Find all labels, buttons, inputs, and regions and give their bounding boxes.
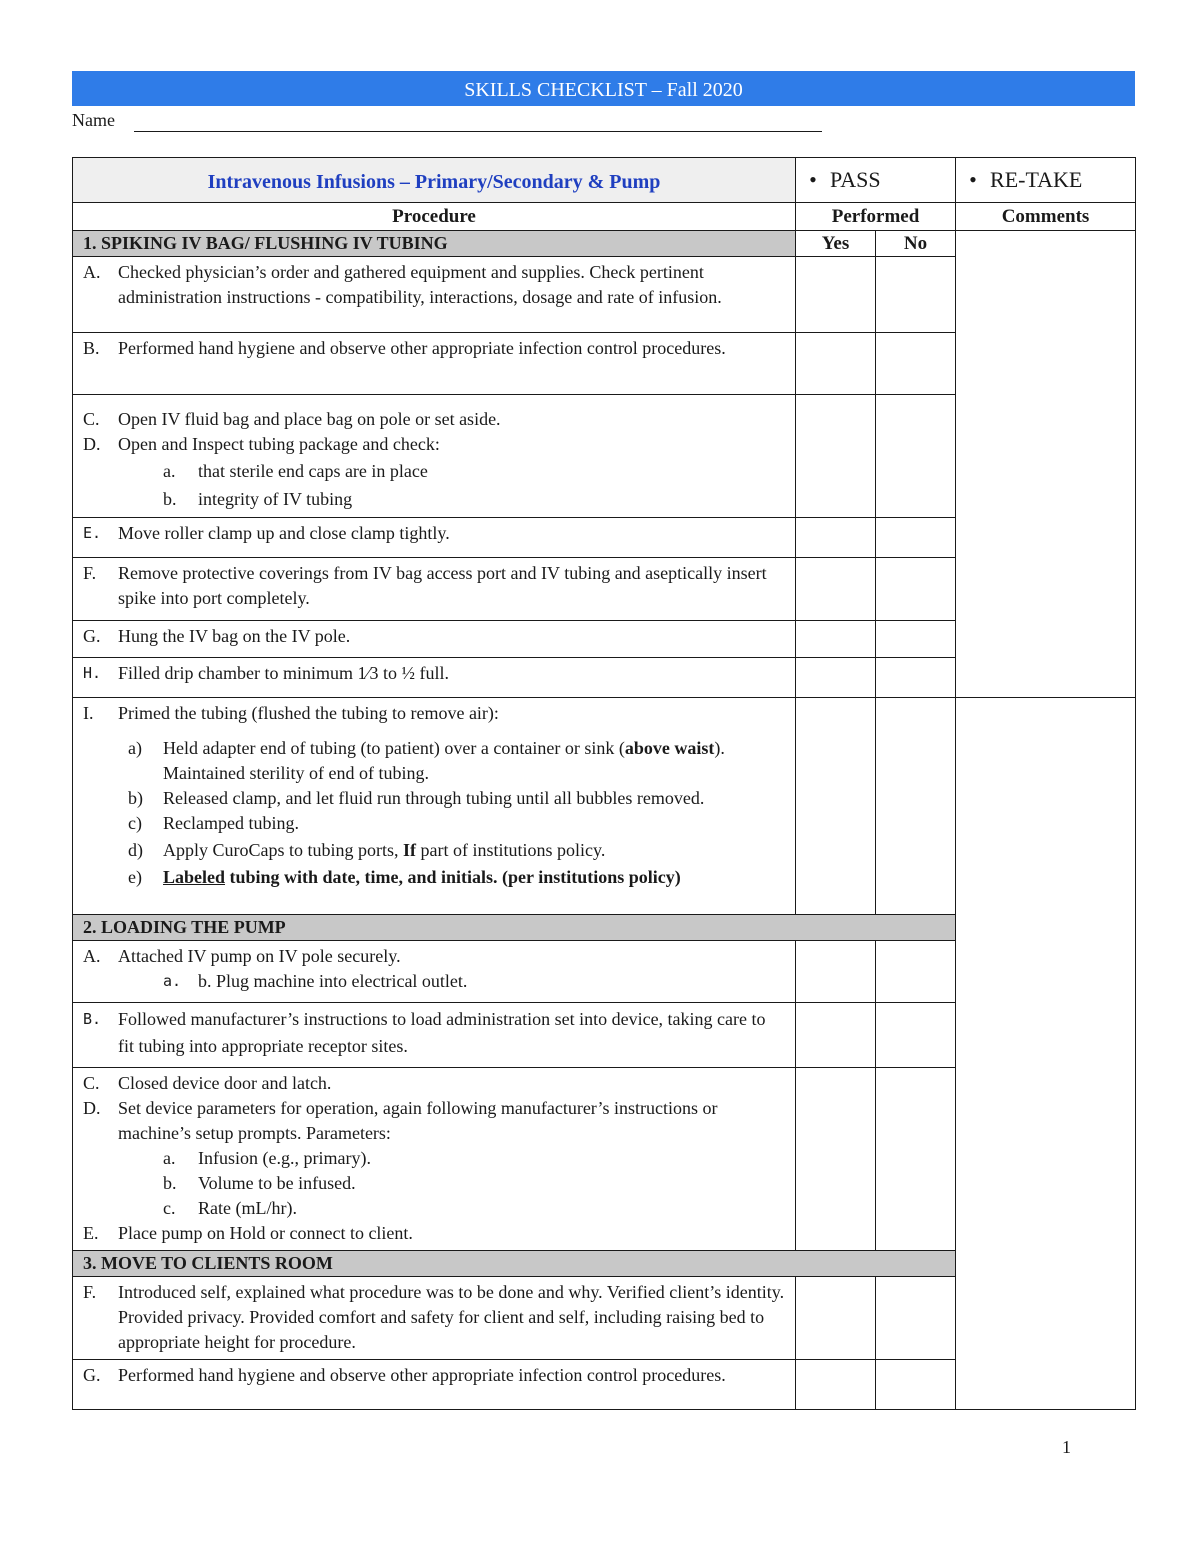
sub-step-label: Apply CuroCaps to tubing ports,: [163, 840, 404, 860]
sub-step-label: Held adapter end of tubing (to patient) over a container or sink (: [163, 738, 625, 758]
yes-checkbox[interactable]: [796, 941, 876, 1003]
yes-checkbox[interactable]: [796, 1360, 876, 1410]
yes-checkbox[interactable]: [796, 518, 876, 558]
sub-step-emphasis: Labeled: [163, 867, 226, 887]
yes-checkbox[interactable]: [796, 1003, 876, 1068]
step-label: Set device parameters for operation, again following manufacturer’s instructions or machine’s setup prompts. Parameters:: [118, 1098, 718, 1143]
section-3-title: 3. MOVE TO CLIENTS ROOM: [73, 1251, 956, 1277]
step-letter: H.: [83, 664, 102, 682]
yes-header: Yes: [796, 231, 876, 257]
no-checkbox[interactable]: [876, 257, 956, 333]
comments-header: Comments: [956, 203, 1136, 231]
skill-title-cell: [73, 158, 796, 203]
step-label: Primed the tubing (flushed the tubing to remove air):: [118, 703, 499, 723]
retake-label: RE-TAKE: [990, 167, 1083, 192]
yes-checkbox[interactable]: [796, 257, 876, 333]
step-label: Attached IV pump on IV pole securely.: [118, 946, 401, 966]
step-letter: B.: [83, 1010, 102, 1028]
step-letter: I.: [83, 703, 94, 723]
sub-step-letter: b.: [163, 1173, 177, 1193]
step-letter: E.: [83, 1223, 99, 1243]
step-letter: A.: [83, 946, 101, 966]
sub-step-letter: d): [128, 840, 143, 860]
no-checkbox[interactable]: [876, 1360, 956, 1410]
step-letter: F.: [83, 563, 97, 583]
step-label: Filled drip chamber to minimum 1⁄3 to ½ full.: [118, 663, 449, 683]
sub-step: [83, 457, 785, 485]
step-text: [83, 1221, 785, 1246]
step-text: [83, 1280, 785, 1355]
step-text: [83, 561, 785, 611]
no-checkbox[interactable]: [876, 1277, 956, 1360]
no-checkbox[interactable]: [876, 1068, 956, 1251]
sub-step-letter: a): [128, 738, 142, 758]
skill-title: Intravenous Infusions – Primary/Secondary & Pump: [207, 170, 661, 193]
step-letter: E.: [83, 524, 102, 542]
name-field[interactable]: [72, 110, 115, 131]
sub-step-label: Volume to be infused.: [198, 1173, 356, 1193]
sub-step-emphasis: tubing with date, time, and initials. (per institutions policy): [225, 867, 681, 887]
no-checkbox[interactable]: [876, 518, 956, 558]
pass-option[interactable]: [796, 158, 956, 203]
procedure-header: Procedure: [73, 203, 796, 231]
step-letter: G.: [83, 626, 101, 646]
sub-step-letter: a.: [163, 972, 182, 990]
yes-checkbox[interactable]: [796, 1068, 876, 1251]
yes-checkbox[interactable]: [796, 395, 876, 518]
step-text: [83, 701, 785, 726]
yes-checkbox[interactable]: [796, 698, 876, 915]
sub-step-letter: a.: [163, 461, 176, 481]
comments-cell[interactable]: [956, 698, 1136, 1410]
skills-checklist-table: [72, 157, 1136, 1410]
sub-step: [83, 811, 785, 836]
name-label: Name: [72, 110, 115, 130]
column-header-row: [73, 203, 1136, 231]
step-text: [83, 1363, 785, 1388]
step-text: [83, 407, 785, 432]
performed-header: Performed: [796, 203, 956, 231]
sub-step-letter: b.: [163, 489, 177, 509]
sub-step: [83, 1171, 785, 1196]
step-text: [83, 624, 785, 649]
sub-step: [83, 736, 785, 786]
sub-step-label: Rate (mL/hr).: [198, 1198, 297, 1218]
step-letter: D.: [83, 434, 101, 454]
sub-step-label: that sterile end caps are in place: [198, 461, 428, 481]
sub-step: [83, 1146, 785, 1171]
step-label: Introduced self, explained what procedure was to be done and why. Verified client’s identity. Provided privacy. Provided comfort and safety for client and self, including raising bed to appropriate height for procedure.: [118, 1282, 785, 1352]
retake-option[interactable]: [956, 158, 1136, 203]
no-checkbox[interactable]: [876, 621, 956, 658]
sub-step-label: part of institutions policy.: [416, 840, 606, 860]
step-text: [83, 521, 785, 546]
step-letter: C.: [83, 1073, 100, 1093]
no-checkbox[interactable]: [876, 558, 956, 621]
yes-checkbox[interactable]: [796, 1277, 876, 1360]
step-letter: D.: [83, 1098, 101, 1118]
step-label: Open IV fluid bag and place bag on pole or set aside.: [118, 409, 501, 429]
step-text: [83, 260, 785, 310]
step-label: Move roller clamp up and close clamp tightly.: [118, 523, 450, 543]
no-header: No: [876, 231, 956, 257]
sub-step-label: Released clamp, and let fluid run through tubing until all bubbles removed.: [163, 788, 705, 808]
name-underline: [134, 131, 822, 132]
sub-step: [83, 865, 785, 890]
sub-step: [83, 1196, 785, 1221]
no-checkbox[interactable]: [876, 1003, 956, 1068]
step-label: Open and Inspect tubing package and check:: [118, 434, 440, 454]
yes-checkbox[interactable]: [796, 558, 876, 621]
step-letter: B.: [83, 338, 100, 358]
pass-bullet-icon: •: [809, 167, 817, 192]
step-text: [83, 1096, 785, 1146]
step-label: Performed hand hygiene and observe other appropriate infection control procedures.: [118, 1365, 726, 1385]
sub-step-letter: c.: [163, 1198, 176, 1218]
step-letter: F.: [83, 1282, 97, 1302]
step-label: Checked physician’s order and gathered equipment and supplies. Check pertinent administration instructions - compatibility, interactions, dosage and rate of infusion.: [118, 262, 722, 307]
no-checkbox[interactable]: [876, 395, 956, 518]
step-text: [83, 336, 785, 361]
sub-step-letter: b): [128, 788, 143, 808]
sub-step-label: b. Plug machine into electrical outlet.: [198, 971, 468, 991]
step-text: [83, 1006, 785, 1060]
table-header-row: [73, 158, 1136, 203]
yes-checkbox[interactable]: [796, 333, 876, 395]
sub-step-label: integrity of IV tubing: [198, 489, 353, 509]
step-label: Performed hand hygiene and observe other appropriate infection control procedures.: [118, 338, 726, 358]
pass-label: PASS: [830, 167, 881, 192]
sub-step-emphasis: If: [403, 840, 417, 860]
section-1-title: 1. SPIKING IV BAG/ FLUSHING IV TUBING: [73, 231, 796, 257]
no-checkbox[interactable]: [876, 698, 956, 915]
step-letter: C.: [83, 409, 100, 429]
sub-step-label: ). Maintained sterility of end of tubing.: [163, 738, 725, 783]
sub-step: [83, 485, 785, 513]
step-text: [83, 661, 785, 686]
yes-checkbox[interactable]: [796, 658, 876, 698]
sub-step-letter: e): [128, 867, 142, 887]
sub-step: [83, 836, 785, 865]
checklist-title: SKILLS CHECKLIST – Fall 2020: [72, 71, 1135, 106]
comments-cell[interactable]: [956, 231, 1136, 698]
step-label: Place pump on Hold or connect to client.: [118, 1223, 413, 1243]
sub-step-label: Reclamped tubing.: [163, 813, 299, 833]
no-checkbox[interactable]: [876, 658, 956, 698]
yes-checkbox[interactable]: [796, 621, 876, 658]
no-checkbox[interactable]: [876, 941, 956, 1003]
step-label: Hung the IV bag on the IV pole.: [118, 626, 351, 646]
sub-step-label: Infusion (e.g., primary).: [198, 1148, 371, 1168]
sub-step-emphasis: above waist: [624, 738, 715, 758]
sub-step-letter: a.: [163, 1148, 176, 1168]
step-label: Followed manufacturer’s instructions to load administration set into device, taking care to fit tubing into appropriate receptor sites.: [118, 1009, 766, 1056]
step-text: [83, 432, 785, 457]
step-text: [83, 1071, 785, 1096]
no-checkbox[interactable]: [876, 333, 956, 395]
step-label: Closed device door and latch.: [118, 1073, 332, 1093]
sub-step-letter: c): [128, 813, 142, 833]
step-letter: A.: [83, 262, 101, 282]
page-number: 1: [1062, 1437, 1071, 1457]
sub-step: [83, 969, 785, 994]
step-text: [83, 944, 785, 969]
sub-step: [83, 786, 785, 811]
step-label: Remove protective coverings from IV bag access port and IV tubing and aseptically insert spike into port completely.: [118, 563, 767, 608]
retake-bullet-icon: •: [969, 167, 977, 192]
step-letter: G.: [83, 1365, 101, 1385]
section-row: [73, 231, 1136, 257]
table-row: [73, 698, 1136, 915]
section-2-title: 2. LOADING THE PUMP: [73, 915, 956, 941]
